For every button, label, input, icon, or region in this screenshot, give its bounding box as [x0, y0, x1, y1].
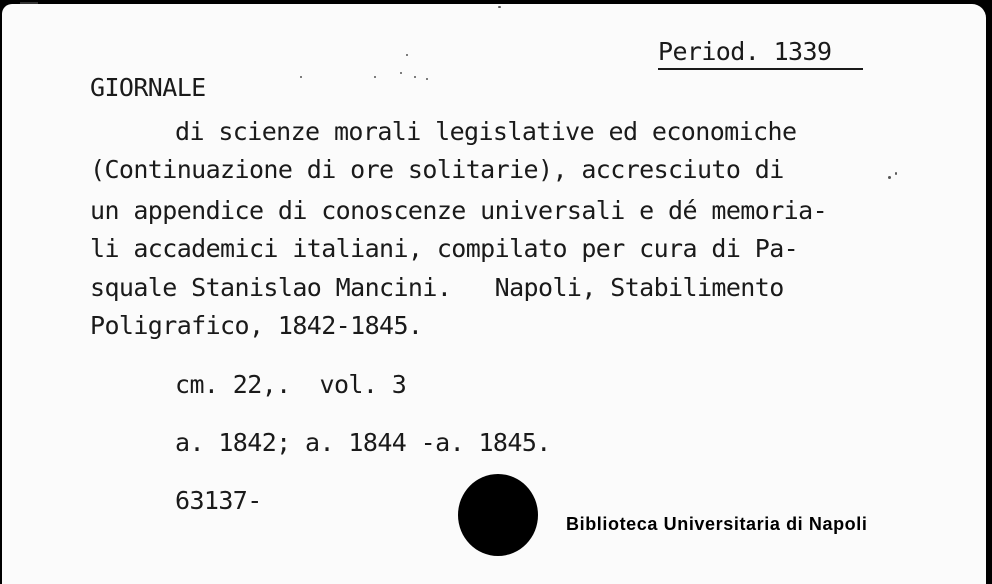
shelfmark: Period. 1339	[658, 37, 832, 66]
scan-speck	[888, 176, 891, 179]
scan-speck	[895, 172, 897, 175]
description-line: di scienze morali legislative ed economiche	[175, 117, 797, 146]
description-line: Poligrafico, 1842-1845.	[90, 311, 423, 340]
scan-speck	[406, 54, 408, 56]
stamp-dot	[458, 474, 538, 556]
description-line: (Continuazione di ore solitarie), accresciuto di	[90, 155, 784, 184]
scan-speck	[400, 72, 402, 74]
edge-mark	[20, 2, 38, 4]
scan-speck	[374, 76, 376, 78]
physical-description: cm. 22,. vol. 3	[175, 370, 407, 399]
scan-speck	[414, 76, 416, 78]
inventory-number: 63137-	[175, 486, 262, 515]
card-heading: GIORNALE	[90, 73, 206, 102]
catalog-card	[2, 4, 986, 584]
description-line: li accademici italiani, compilato per cura di Pa-	[90, 234, 799, 263]
library-stamp: Biblioteca Universitaria di Napoli	[566, 514, 868, 534]
scan-speck	[498, 6, 501, 8]
holdings: a. 1842; a. 1844 -a. 1845.	[175, 428, 551, 457]
description-line: squale Stanislao Mancini. Napoli, Stabilimento	[90, 273, 784, 302]
shelfmark-underline	[658, 68, 863, 70]
description-line: un appendice di conoscenze universali e dé memoria-	[90, 196, 828, 225]
scan-speck	[300, 76, 302, 78]
scan-speck	[426, 78, 428, 80]
